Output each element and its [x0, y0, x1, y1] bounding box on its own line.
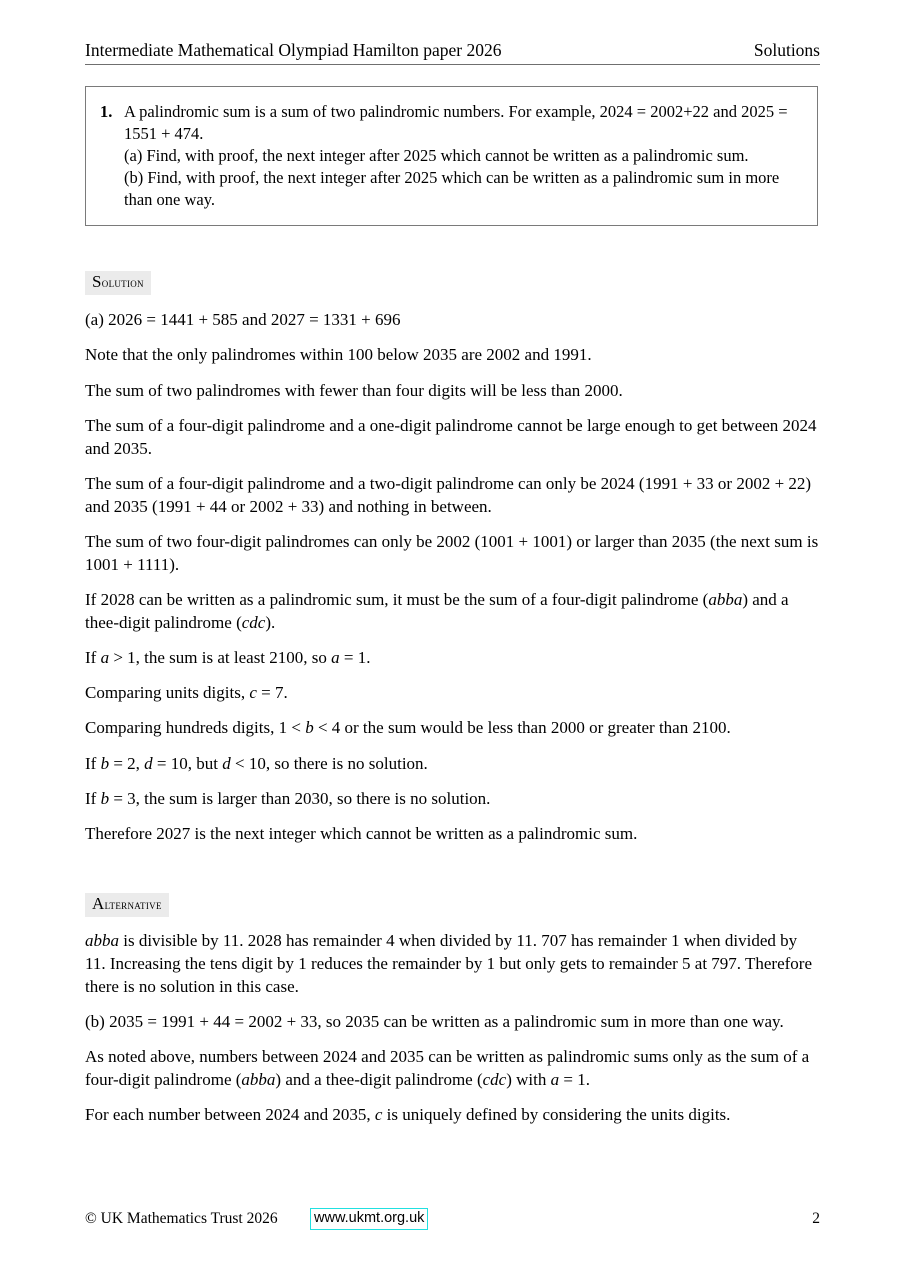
math-variable-cdc: cdc	[241, 612, 266, 632]
math-variable-b-2: b	[100, 753, 110, 773]
paragraph-9-text-b: = 7.	[256, 683, 288, 703]
math-variable-b-3: b	[100, 788, 110, 808]
paragraph-16	[85, 1046, 820, 1092]
paragraph-17-text-b: is uniquely defined by considering the units digits.	[382, 1105, 731, 1125]
math-variable-a-2: a	[331, 647, 340, 667]
alternative-label	[85, 893, 169, 917]
paragraph-8-text-b: > 1, the sum is at least 2100, so	[109, 647, 332, 667]
math-variable-a-1: a	[100, 647, 110, 667]
page-footer	[85, 1208, 820, 1232]
paragraph-10	[85, 717, 820, 740]
paragraph-12-text-b: = 3, the sum is larger than 2030, so there is no solution.	[109, 788, 491, 808]
math-variable-d-2: d	[222, 753, 231, 773]
alternative-label-rest: lternative	[104, 897, 162, 912]
paragraph-6: The sum of two four-digit palindromes can only be 2002 (1001 + 1001) or larger than 2035 (the next sum is 1001 + 1111).	[85, 531, 819, 574]
solution-label-initial: S	[92, 272, 102, 291]
paragraph-15: (b) 2035 = 1991 + 44 = 2002 + 33, so 2035 can be written as a palindromic sum in more than one way.	[85, 1011, 784, 1031]
paragraph-16-text-a: As noted above, numbers between 2024 and 2035 can be written as palindromic sums only as the sum of a four-digit palindrome (	[85, 1047, 810, 1089]
question-body	[124, 101, 801, 211]
header-right-label: Solutions	[753, 40, 820, 60]
paragraph-7	[85, 589, 820, 635]
paragraph-2: Note that the only palindromes within 100 below 2035 are 2002 and 1991.	[85, 345, 592, 365]
math-variable-c-1: c	[249, 683, 257, 703]
header-rule-divider	[85, 64, 820, 65]
footer-url-container	[310, 1208, 428, 1230]
paragraph-12-text-a: If	[85, 788, 101, 808]
paragraph-9-text-a: Comparing units digits,	[85, 683, 250, 703]
page-header	[85, 40, 820, 61]
paragraph-14-text-a: is divisible by 11. 2028 has remainder 4 when divided by 11. 707 has remainder 1 when divided by 11. Increasing the tens digit by 1 reduces the remainder by 1 but only gets to remainder 5 at 797. Therefore there is no solution in this case.	[85, 931, 812, 996]
paragraph-8	[85, 647, 820, 670]
paragraph-13: Therefore 2027 is the next integer which cannot be written as a palindromic sum.	[85, 824, 638, 844]
math-variable-d-1: d	[144, 753, 153, 773]
question-number: 1.	[100, 102, 113, 121]
question-part-b: (b) Find, with proof, the next integer after 2025 which can be written as a palindromic sum in more than one way.	[124, 167, 780, 209]
solution-body-part-one	[85, 309, 820, 859]
solution-label-rest: olution	[101, 275, 144, 290]
solution-label	[85, 271, 151, 295]
paragraph-10-text-a: Comparing hundreds digits, 1 <	[85, 718, 306, 738]
math-variable-abba-2: abba	[85, 931, 119, 950]
paragraph-11-text-d: < 10, so there is no solution.	[230, 753, 428, 773]
math-variable-a-3: a	[550, 1069, 560, 1089]
paragraph-1: (a) 2026 = 1441 + 585 and 2027 = 1331 + 696	[85, 310, 401, 329]
paragraph-7-text-a: If 2028 can be written as a palindromic sum, it must be the sum of a four-digit palindrome (	[85, 589, 709, 609]
paragraph-17-text-a: For each number between 2024 and 2035,	[85, 1105, 375, 1125]
paragraph-7-text-b: ) and a thee-digit palindrome (	[85, 589, 789, 632]
paragraph-9	[85, 682, 820, 705]
paragraph-8-text-c: = 1.	[339, 647, 371, 667]
footer-page-number: 2	[812, 1210, 820, 1227]
paragraph-8-text-a: If	[85, 647, 101, 667]
paragraph-4: The sum of a four-digit palindrome and a one-digit palindrome cannot be large enough to get between 2024 and 2035.	[85, 415, 817, 458]
solution-body-part-two	[85, 930, 820, 1139]
paragraph-16-text-c: ) with	[506, 1069, 551, 1089]
paragraph-12	[85, 788, 820, 811]
paragraph-10-text-b: < 4 or the sum would be less than 2000 or greater than 2100.	[313, 718, 731, 738]
math-variable-cdc-2: cdc	[482, 1069, 507, 1089]
question-row	[100, 101, 801, 211]
paragraph-11-text-b: = 2,	[109, 753, 145, 773]
paragraph-16-text-d: = 1.	[559, 1069, 590, 1089]
ukmt-website-link[interactable]: www.ukmt.org.uk	[310, 1208, 428, 1230]
paragraph-11-text-c: = 10, but	[152, 753, 223, 773]
alternative-label-initial: A	[92, 894, 105, 913]
math-variable-c-2: c	[374, 1105, 383, 1125]
question-stem: A palindromic sum is a sum of two palindromic numbers. For example, 2024 = 2002+22 and 2025 = 1551 + 474.	[124, 102, 788, 143]
paragraph-11-text-a: If	[85, 753, 101, 773]
paragraph-5: The sum of a four-digit palindrome and a two-digit palindrome can only be 2024 (1991 + 33 or 2002 + 22) and 2035 (1991 + 44 or 2002 + 33) and nothing in between.	[85, 473, 812, 516]
paragraph-16-text-b: ) and a thee-digit palindrome (	[275, 1069, 483, 1089]
math-variable-b-1: b	[305, 718, 314, 738]
header-title: Intermediate Mathematical Olympiad Hamilton paper 2026	[85, 40, 502, 60]
math-variable-abba-3: abba	[241, 1069, 276, 1089]
paragraph-3: The sum of two palindromes with fewer than four digits will be less than 2000.	[85, 380, 623, 400]
math-variable-abba: abba	[708, 589, 743, 609]
paragraph-11	[85, 753, 820, 776]
paragraph-7-text-c: ).	[265, 612, 276, 632]
paragraph-14	[85, 930, 820, 998]
paragraph-17	[85, 1104, 820, 1127]
footer-copyright: © UK Mathematics Trust 2026	[85, 1210, 278, 1227]
question-part-a: (a) Find, with proof, the next integer after 2025 which cannot be written as a palindromic sum.	[124, 145, 749, 165]
question-box	[85, 86, 818, 226]
